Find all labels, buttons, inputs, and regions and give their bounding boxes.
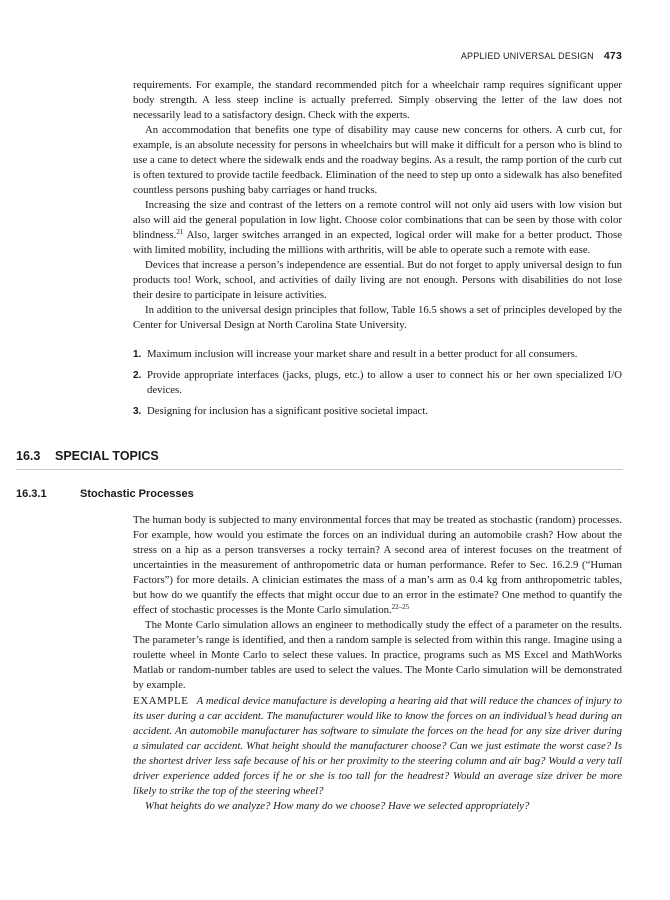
paragraph-remote-control xyxy=(133,198,622,258)
list-number: 2. xyxy=(133,370,142,381)
paragraph-table-reference: In addition to the universal design principles that follow, Table 16.5 shows a set of principles developed by the Center for Universal Design at North Carolina State University. xyxy=(133,304,622,331)
paragraph-curb-cut: An accommodation that benefits one type of disability may cause new concerns for others. A curb cut, for example, is an absolute necessity for persons in wheelchairs but will make it difficult for a person who is blind to use a cane to detect where the sidewalk ends and the roadway begins. As a result, the ramp portion of the curb cut is often textured to provide tactile feedback. Elimination of the need to step up onto a sidewalk has also benefited countless persons pushing baby carriages or hand trucks. xyxy=(133,124,622,196)
stochastic-text xyxy=(133,513,622,693)
section-title: SPECIAL TOPICS xyxy=(55,449,159,463)
page-number: 473 xyxy=(603,50,622,62)
paragraph-ramp: requirements. For example, the standard recommended pitch for a wheelchair ramp requires significant upper body strength. A less steep incline is actually preferred. Simply observing the letter of the law does not necessarily lead to a satisfactory design. Check with the experts. xyxy=(133,79,622,121)
reference-marker: 21 xyxy=(176,228,184,236)
paragraph-monte-carlo: The Monte Carlo simulation allows an engineer to methodically study the effect of a parameter on the results. The parameter’s range is identified, and then a random sample is selected from within this range. Imagine using a roulette wheel in Monte Carlo to select these values. In practice, programs such as MS Excel and MathWorks Matlab or random-number tables are used to select the values. The Monte Carlo simulation will be demonstrated by example. xyxy=(133,619,622,691)
list-text: Designing for inclusion has a significant positive societal impact. xyxy=(147,405,428,417)
list-text: Maximum inclusion will increase your market share and result in a better product for all consumers. xyxy=(147,348,578,360)
example-block xyxy=(133,694,622,814)
stochastic-text-body: The human body is subjected to many environmental forces that may be treated as stochastic (random) processes. For example, how would you estimate the forces on an individual during an automobile crash? How about the stress on a hip as a person transverses a rocky terrain? A second area of interest focuses on the treatment of uncertainties in the measurement of anthropometric data or human performance. Refer to Sec. 16.2.9 (“Human Factors”) for more details. A clinician estimates the mass of a man’s arm as 0.4 kg from anthropometric tables, but how do we quantify the effects that might occur due to an error in the estimate? One method to quantify the effect of stochastic processes is the Monte Carlo simulation. xyxy=(133,514,622,616)
example-label: EXAMPLE xyxy=(133,695,189,707)
section-number: 16.3 xyxy=(16,449,41,463)
reference-marker: 22–25 xyxy=(391,603,410,611)
list-text: Provide appropriate interfaces (jacks, plugs, etc.) to allow a user to connect his or her own specialized I/O devices. xyxy=(147,369,622,396)
subsection-title: Stochastic Processes xyxy=(80,488,194,500)
running-header xyxy=(461,49,622,63)
example-followup: What heights do we analyze? How many do we choose? Have we selected appropriately? xyxy=(145,800,530,812)
running-title: APPLIED UNIVERSAL DESIGN xyxy=(460,51,594,61)
list-item xyxy=(133,368,622,398)
subsection-number: 16.3.1 xyxy=(16,488,47,500)
paragraph-independence: Devices that increase a person’s independence are essential. But do not forget to apply universal design to fun products too! Work, school, and activities of daily living are not enough. Persons with disabilities do not lose their desire to participate in leisure activities. xyxy=(133,259,622,301)
list-item xyxy=(133,404,622,419)
principles-list xyxy=(133,347,622,425)
list-number: 3. xyxy=(133,406,142,417)
list-number: 1. xyxy=(133,349,142,360)
paragraph-stochastic xyxy=(133,513,622,618)
example-paragraph xyxy=(133,694,622,799)
example-text: A medical device manufacture is developing a hearing aid that will reduce the chances of injury to its user during a car accident. The manufacturer would like to know the forces on an individual’s head during an accident. An automobile manufacturer has software to simulate the forces on the head for any size driver during a simulated car accident. What height should the manufacturer choose? Can we just estimate the worst case? Is the shortest driver less safe because of his or her proximity to the steering column and air bag? Would a very tall driver experience added forces if he or she is too tall for the headrest? Would an average size driver be more likely to strike the top of the steering wheel? xyxy=(133,695,622,797)
remote-text-before: Increasing the size and contrast of the letters on a remote control will not only aid users with low vision but also will aid the general population in low light. Choose color combinations that can be seen by those with color blindness. xyxy=(133,199,622,241)
list-item xyxy=(133,347,622,362)
universal-design-text xyxy=(133,78,622,333)
section-heading xyxy=(16,449,623,470)
subsection-heading xyxy=(16,488,194,500)
remote-text-after: Also, larger switches arranged in an expected, logical order will make for a better product. Those with limited mobility, including the millions with arthritis, will be able to operate such a remote with ease. xyxy=(133,229,622,256)
